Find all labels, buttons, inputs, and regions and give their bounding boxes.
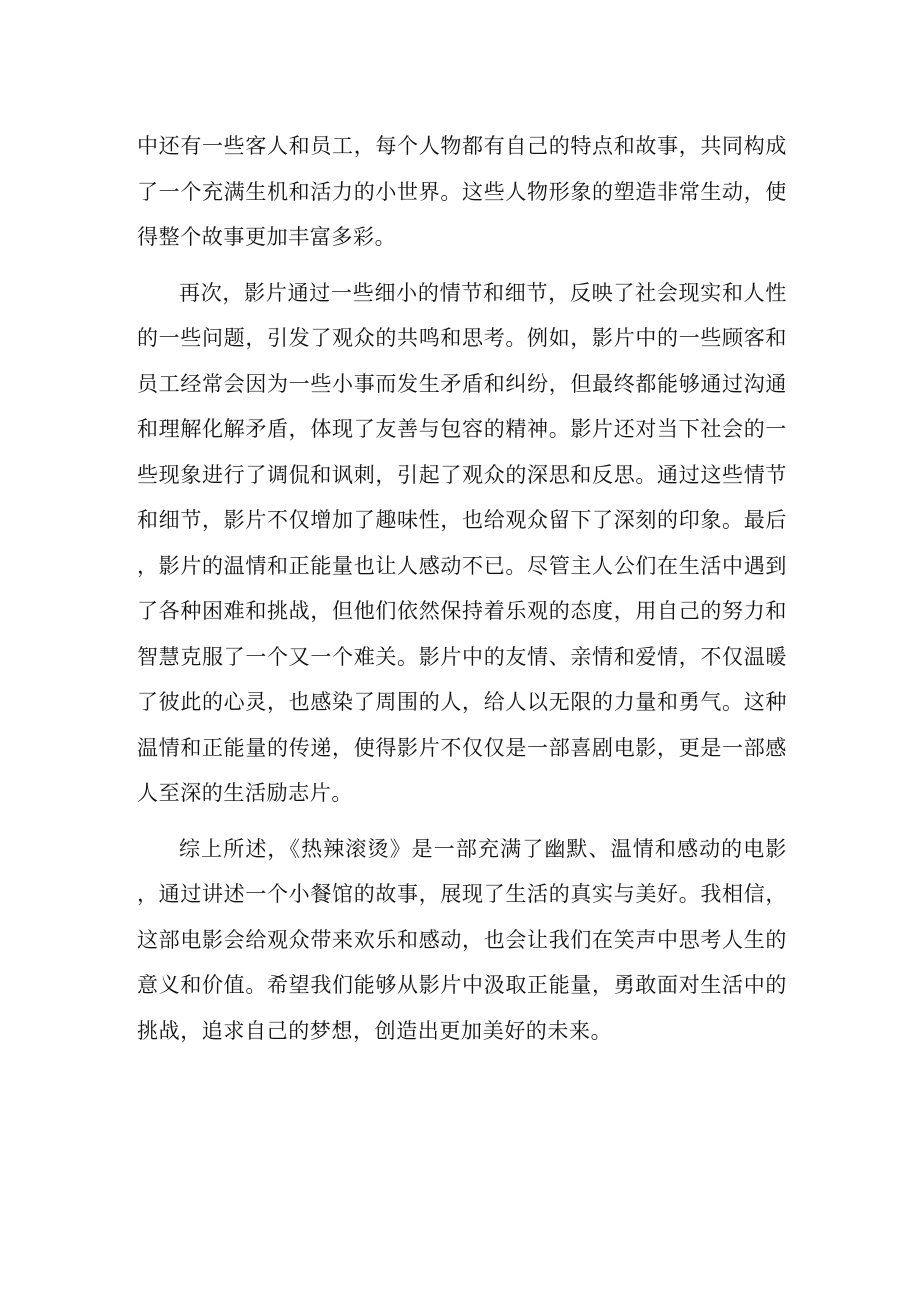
paragraph-second: 再次，影片通过一些细小的情节和细节，反映了社会现实和人性的一些问题，引发了观众的共鸣和思考。例如，影片中的一些顾客和员工经常会因为一些小事而发生矛盾和纠纷，但最终都能够通过沟通和理解化解矛盾，体现了友善与包容的精神。影片还对当下社会的一些现象进行了调侃和讽刺，引起了观众的深思和反思。通过这些情节和细节，影片不仅增加了趣味性，也给观众留下了深刻的印象。最后，影片的温情和正能量也让人感动不已。尽管主人公们在生活中遇到了各种困难和挑战，但他们依然保持着乐观的态度，用自己的努力和智慧克服了一个又一个难关。影片中的友情、亲情和爱情，不仅温暖了彼此的心灵，也感染了周围的人，给人以无限的力量和勇气。这种温情和正能量的传递，使得影片不仅仅是一部喜剧电影，更是一部感人至深的生活励志片。 — [137, 280, 787, 805]
paragraph-continuation: 中还有一些客人和员工，每个人物都有自己的特点和故事，共同构成了一个充满生机和活力的小世界。这些人物形象的塑造非常生动，使得整个故事更加丰富多彩。 — [137, 134, 787, 249]
paragraph-conclusion: 综上所述，《热辣滚烫》是一部充满了幽默、温情和感动的电影，通过讲述一个小餐馆的故事，展现了生活的真实与美好。我相信，这部电影会给观众带来欢乐和感动，也会让我们在笑声中思考人生的意义和价值。希望我们能够从影片中汲取正能量，勇敢面对生活中的挑战，追求自己的梦想，创造出更加美好的未来。 — [137, 836, 787, 1043]
document-body — [137, 124, 787, 1064]
